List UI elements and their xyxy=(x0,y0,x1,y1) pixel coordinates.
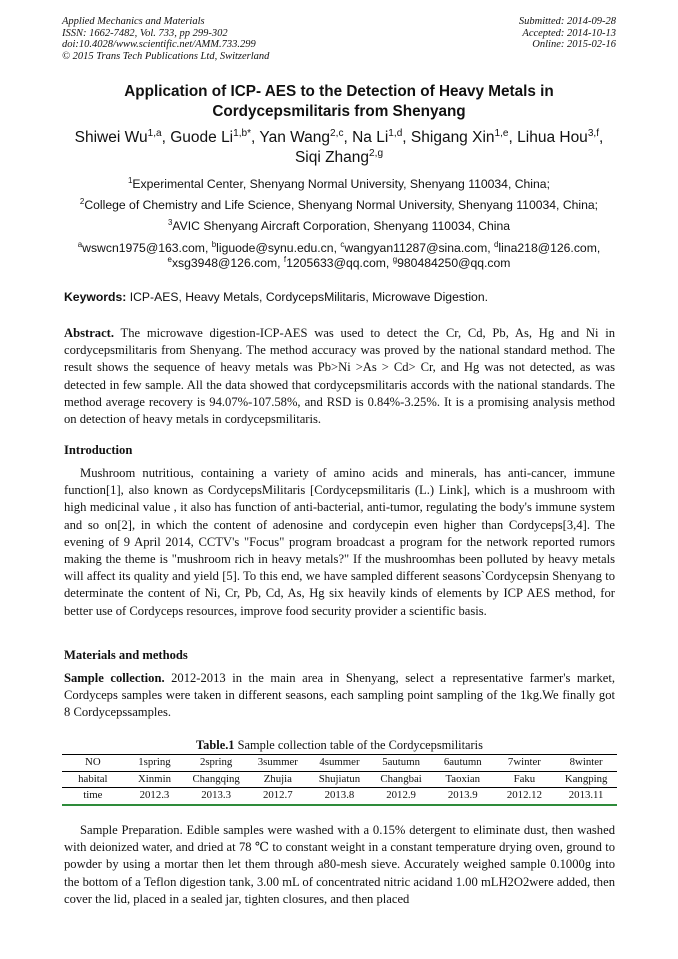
keywords-label: Keywords: xyxy=(64,290,127,304)
table-caption xyxy=(64,738,615,753)
keywords-text: ICP-AES, Heavy Metals, CordycepsMilitaris, Microwave Digestion. xyxy=(126,290,488,304)
email-link[interactable]: $^e$xsg3948@126.com xyxy=(167,254,278,270)
submitted-date: Submitted: 2014-09-28 xyxy=(518,16,616,27)
table-cell: 2013.9 xyxy=(432,788,494,805)
online-date: Online: 2015-02-16 xyxy=(532,39,616,50)
abstract xyxy=(64,325,615,428)
author-list: Shiwei Wu$^{1,a}$, Guode $Li^{1,b*}$, Yan Wang$^{2,c}$, Na Li$^{1,d}$, Shigang Xin$^{1,e}$, Lihua Hou$^{3,f}$, Siqi Zhang$^{2,g}$ xyxy=(74,127,604,166)
table-caption-label: Table.1 xyxy=(196,738,235,752)
table-cell: 6autumn xyxy=(432,755,494,772)
table-cell: Kangping xyxy=(555,771,617,788)
table-cell: habital xyxy=(62,771,124,788)
copyright-line: © 2015 Trans Tech Publications Ltd, Switzerland xyxy=(62,50,270,62)
table-cell: Changbai xyxy=(370,771,432,788)
sample-collection-label: Sample collection. xyxy=(64,671,165,685)
author: Siqi Zhang$^{2,g}$ xyxy=(294,147,384,166)
abstract-label: Abstract. xyxy=(64,326,115,340)
author: Yan Wang$^{2,c}$ xyxy=(259,127,344,146)
table-cell: Faku xyxy=(494,771,556,788)
title-line-1: Application of ICP- AES to the Detection of Heavy Metals in xyxy=(124,83,554,100)
table-cell: time xyxy=(62,788,124,805)
sample-collection-text: 2012-2013 in the main area in Shenyang, select a representative farmer's market, Cordyceps samples were taken in different seasons, each sampling point sampling of the 1kg.We finally got 8 Cordycepssamples. xyxy=(64,671,615,720)
table-cell: 2013.11 xyxy=(555,788,617,805)
table-row xyxy=(62,788,617,805)
table-cell: 2012.9 xyxy=(370,788,432,805)
email-link[interactable]: $^c$wangyan11287@sina.com xyxy=(340,239,488,255)
email-link[interactable]: $^d$lina218@126.com xyxy=(494,239,597,255)
table-row xyxy=(62,771,617,788)
introduction-heading: Introduction xyxy=(64,443,133,457)
paper-title xyxy=(60,82,618,122)
table-cell: 5autumn xyxy=(370,755,432,772)
author: Shigang Xin$^{1,e}$ xyxy=(410,127,509,146)
accepted-date: Accepted: 2014-10-13 xyxy=(522,27,616,39)
abstract-text: The microwave digestion-ICP-AES was used to detect the Cr, Cd, Pb, As, Hg and Ni in cordycepsmilitaris from Shenyang. The method accuracy was proved by the national standard method. The result shows the sequence of heavy metals was Pb>Ni >As > Cd> Cr, and Hg was not detected, as was detected in few sample. All the data showed that cordycepsmilitaris accords with the national standards. The method average recovery is 94.07%-107.58%, and RSD is 0.84%-3.25%. It is a promising analysis method on detection of heavy metals in cordycepsmilitaris. xyxy=(64,326,615,427)
table-cell: Xinmin xyxy=(124,771,186,788)
email-link[interactable]: $^a$wswcn1975@163.com xyxy=(77,239,205,255)
dates-header xyxy=(519,16,616,51)
introduction-text: Mushroom nutritious, containing a variety of amino acids and minerals, has anti-cancer, immune function[1], also known as CordycepsMilitaris [Cordycepsmilitaris (L.) Link], which is a mushroom with high medicinal value , it also has function of anti-bacterial, anti-tumor, regulating the body's immune system and so on[2], in which the content of adenosine and cordycepin even higher than Cordyceps[3,4]. The evening of 9 April 2014, CCTV's "Focus" program broadcast a program for the network reported rumors making the theme is "mushroom rich in heavy metals?" If the mushroomhas been polluted by heavy metals will affect its quality and yield [5]. To this end, we have sampled different seasons`Cordycepsin Shenyang to determinate the content of Ni, Cr, Pb, Cd, As, Hg six heavily kinds of elements by ICP AES method, for better use of Cordyceps resources, improve food security provider a scientific basis. xyxy=(64,466,615,618)
table-cell: 2012.12 xyxy=(494,788,556,805)
journal-name: Applied Mechanics and Materials xyxy=(62,16,205,27)
email-link[interactable]: $^g$980484250@qq.com xyxy=(392,254,511,270)
table-caption-text: Sample collection table of the Cordycepsmilitaris xyxy=(234,738,483,752)
issn-line: ISSN: 1662-7482, Vol. 733, pp 299-302 xyxy=(62,27,228,39)
sample-table xyxy=(62,754,617,806)
affiliation: $^2$College of Chemistry and Life Science, Shenyang Normal University, Shenyang 110034, China; xyxy=(79,196,599,212)
email-list: $^a$wswcn1975@163.com, $^b$liguode@synu.edu.cn, $^c$wangyan11287@sina.com, $^d$lina218@126.com, $^e$xsg3948@126.com, $^f$1205633@qq.com, $^g$980484250@qq.com xyxy=(77,239,601,270)
table-row xyxy=(62,755,617,772)
affiliation: $^3$AVIC Shenyang Aircraft Corporation, Shenyang 110034, China xyxy=(167,217,511,233)
methods-heading: Materials and methods xyxy=(64,648,188,662)
title-line-2: Cordycepsmilitaris from Shenyang xyxy=(212,103,466,120)
author: Lihua Hou$^{3,f}$ xyxy=(517,127,600,146)
table-cell: Zhujia xyxy=(247,771,309,788)
table-cell: Changqing xyxy=(185,771,247,788)
table-cell: 4summer xyxy=(309,755,371,772)
email-link[interactable]: $^b$liguode@synu.edu.cn xyxy=(211,239,334,255)
author: Guode $Li^{1,b*}$ xyxy=(170,127,252,146)
table-cell: 2012.3 xyxy=(124,788,186,805)
table-cell: 2013.8 xyxy=(309,788,371,805)
sample-collection xyxy=(64,670,615,722)
doi-line: doi:10.4028/www.scientific.net/AMM.733.299 xyxy=(62,39,256,50)
table-cell: 2013.3 xyxy=(185,788,247,805)
table-cell: 7winter xyxy=(494,755,556,772)
email-link[interactable]: $^f$1205633@qq.com xyxy=(283,254,386,270)
table-cell: 2012.7 xyxy=(247,788,309,805)
table-cell: 8winter xyxy=(555,755,617,772)
table-cell: 2spring xyxy=(185,755,247,772)
keywords xyxy=(64,290,488,304)
table-cell: 1spring xyxy=(124,755,186,772)
sample-preparation-text: Sample Preparation. Edible samples were washed with a 0.15% detergent to eliminate dust, then washed with deionized water, and dried at 78 ℃ to constant weight in a constant temperature drying oven, ground to powder by using a mortar then let them through a80-mesh sieve. Accurately weighed sample 0.1000g into the bottom of a Teflon digestion tank, 3.00 mL of concentrated nitric acidand 1.00 mLH2O2were added, then cover the lid, placed in a sealed jar, tighten closures, and then placed xyxy=(64,823,615,906)
journal-header xyxy=(62,16,269,62)
affiliation: $^1$Experimental Center, Shenyang Normal University, Shenyang 110034, China; xyxy=(128,175,550,191)
table-cell: Taoxian xyxy=(432,771,494,788)
table-cell: 3summer xyxy=(247,755,309,772)
table-cell: Shujiatun xyxy=(309,771,371,788)
author: Na Li$^{1,d}$ xyxy=(352,127,403,146)
table-cell: NO xyxy=(62,755,124,772)
author: Shiwei Wu$^{1,a}$ xyxy=(74,127,162,146)
